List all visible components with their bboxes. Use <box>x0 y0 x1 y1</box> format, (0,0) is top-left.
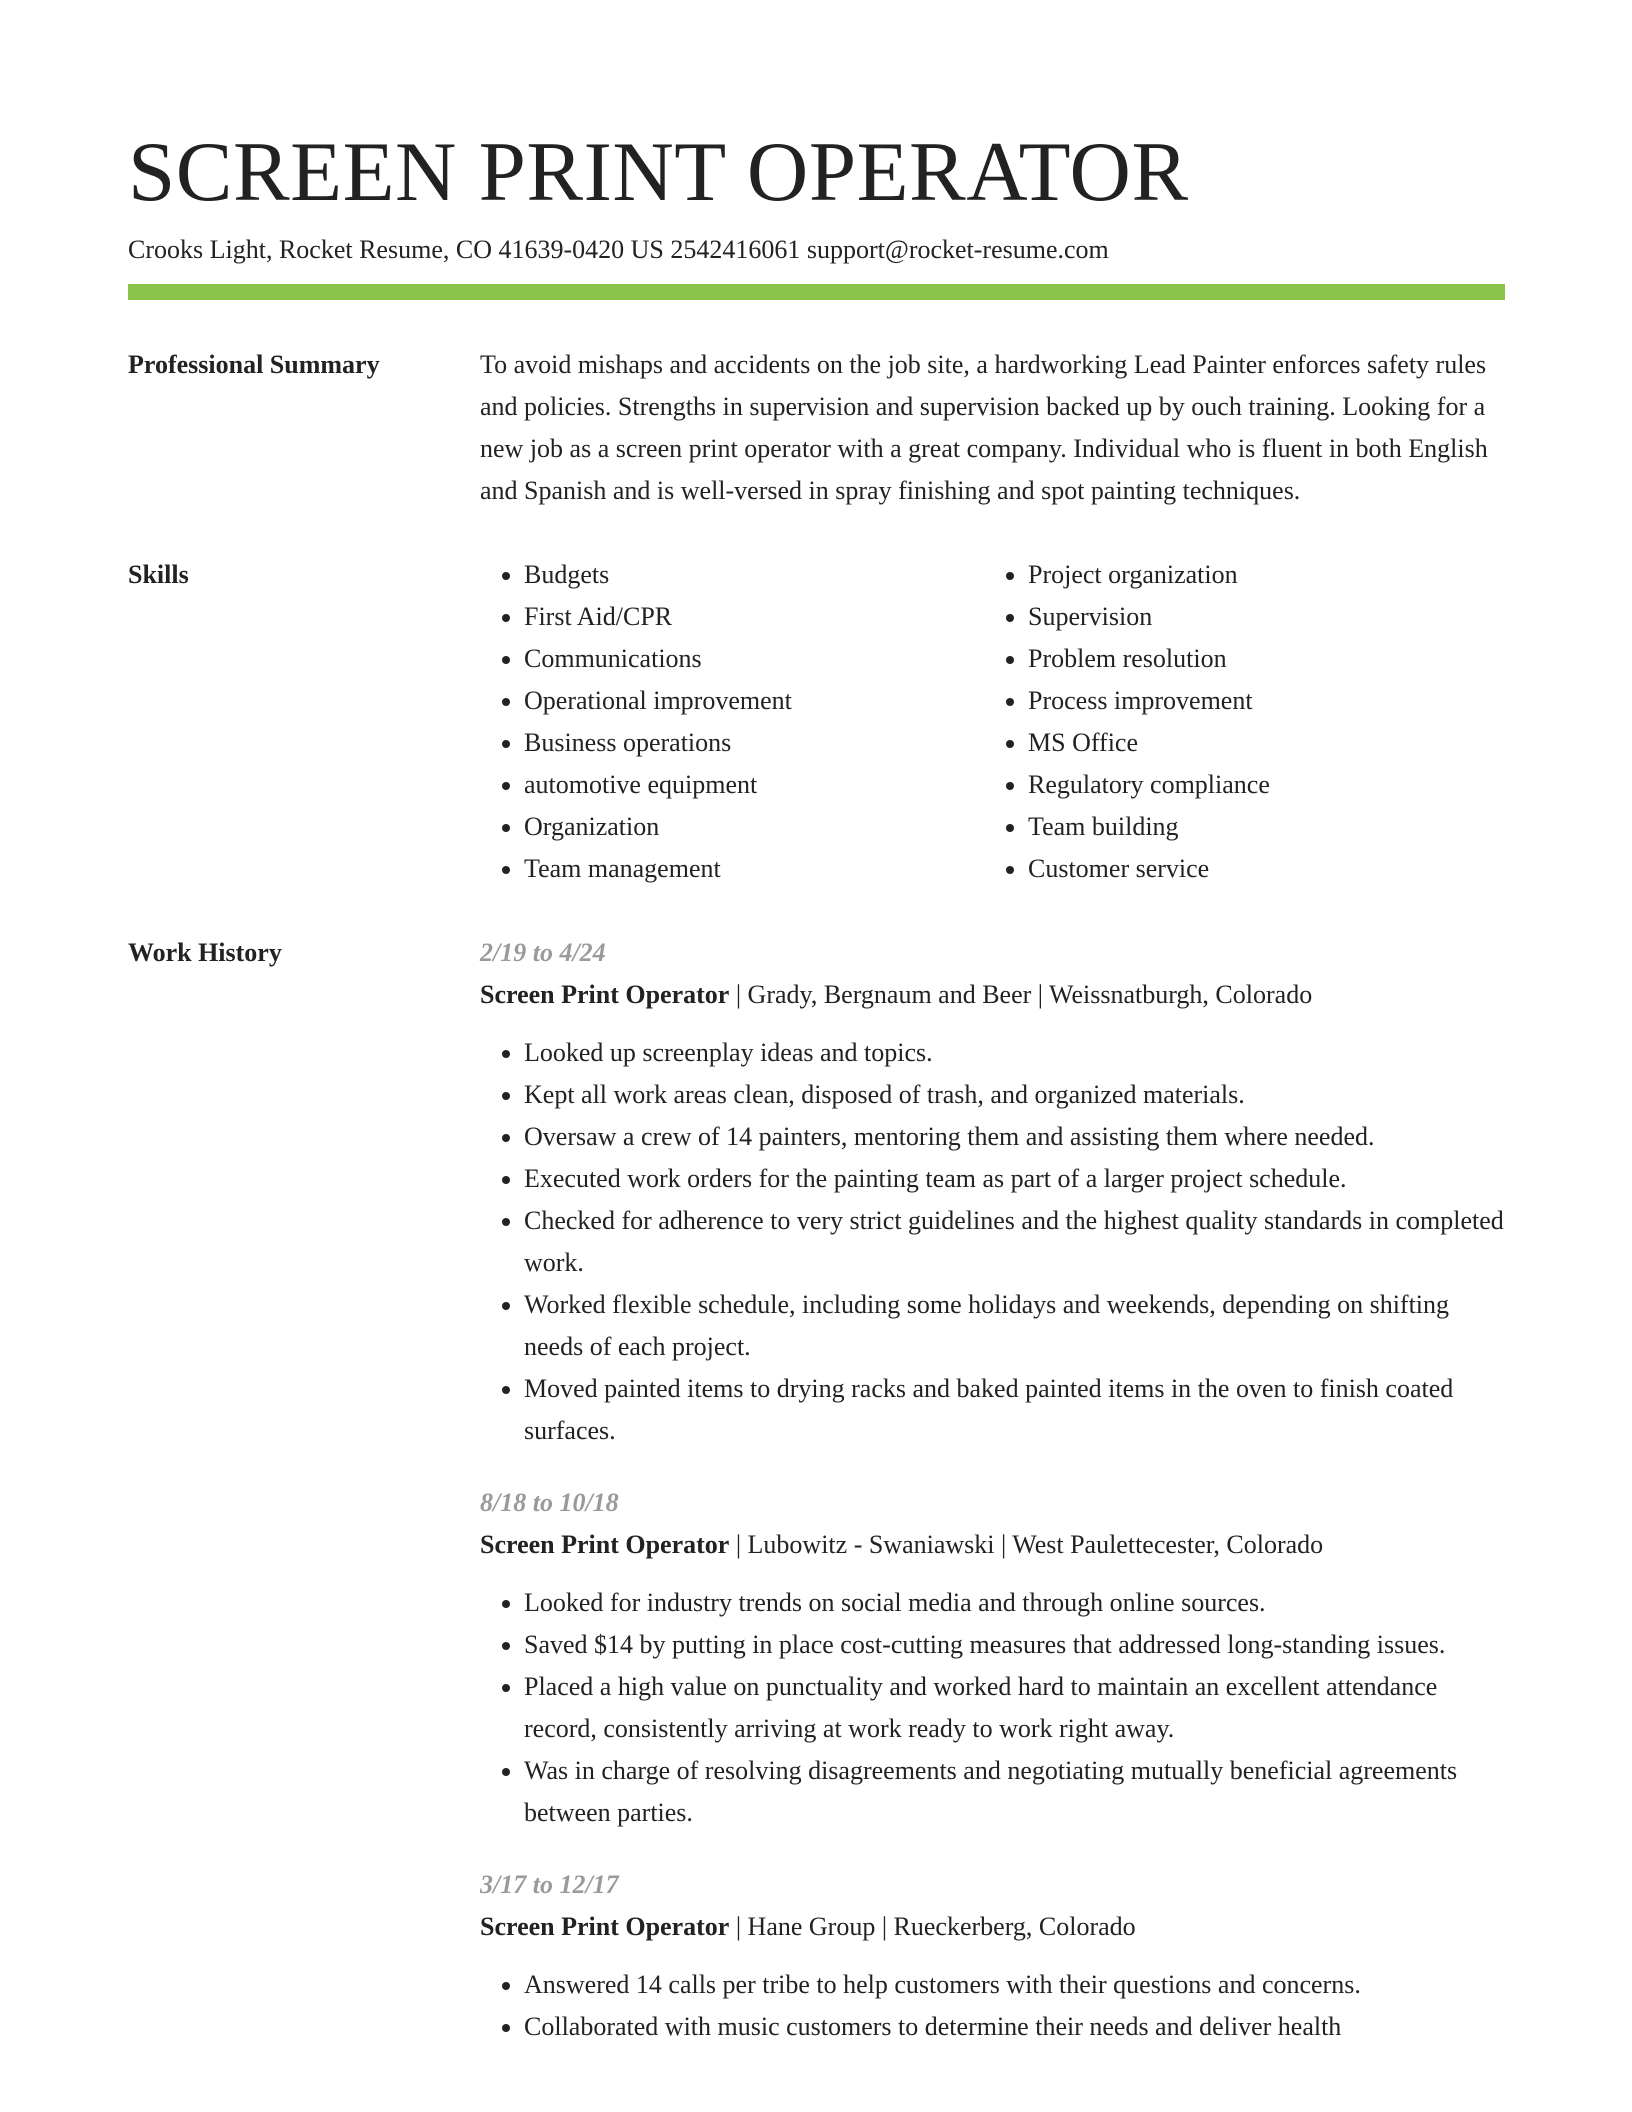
summary-section <box>128 350 1505 512</box>
skill-item: • automotive equipment <box>524 764 984 806</box>
job-duty: • Answered 14 calls per tribe to help customers with their questions and concerns. <box>524 1964 1505 2006</box>
skill-item: • Supervision <box>1028 596 1270 638</box>
job-dates: 2/19 to 4/24 <box>480 938 606 967</box>
skill-item: • Communications <box>524 638 984 680</box>
job-employer-location: | Lubowitz - Swaniawski | West Paulettecester, Colorado <box>729 1530 1324 1559</box>
job-duties <box>480 1964 1505 2048</box>
skills-heading: Skills <box>128 560 189 589</box>
job-heading <box>480 1524 1505 1566</box>
skill-item: • Process improvement <box>1028 680 1270 722</box>
skill-item: • MS Office <box>1028 722 1270 764</box>
job-entry <box>480 1864 1505 2048</box>
summary-heading: Professional Summary <box>128 350 380 379</box>
skill-item: • Project organization <box>1028 554 1270 596</box>
job-duty: • Checked for adherence to very strict guidelines and the highest quality standards in completed work. <box>524 1200 1505 1284</box>
header-divider <box>128 284 1505 300</box>
skill-item: • First Aid/CPR <box>524 596 984 638</box>
job-entry <box>480 1482 1505 1834</box>
job-duty: • Saved $14 by putting in place cost-cutting measures that addressed long-standing issues. <box>524 1624 1505 1666</box>
skill-item: • Operational improvement <box>524 680 984 722</box>
skill-item: • Problem resolution <box>1028 638 1270 680</box>
job-employer-location: | Hane Group | Rueckerberg, Colorado <box>729 1912 1136 1941</box>
job-duty: • Collaborated with music customers to determine their needs and deliver health <box>524 2006 1505 2048</box>
skill-item: • Regulatory compliance <box>1028 764 1270 806</box>
job-employer-location: | Grady, Bergnaum and Beer | Weissnatburgh, Colorado <box>729 980 1313 1009</box>
job-title: Screen Print Operator <box>480 1530 730 1559</box>
skill-item: • Business operations <box>524 722 984 764</box>
skill-item: • Customer service <box>1028 848 1270 890</box>
job-heading <box>480 1906 1505 1948</box>
job-dates: 3/17 to 12/17 <box>480 1870 619 1899</box>
work-history-heading: Work History <box>128 938 282 967</box>
resume-title: SCREEN PRINT OPERATOR <box>128 125 1189 219</box>
work-history-section <box>128 938 1505 2078</box>
job-duty: • Looked for industry trends on social media and through online sources. <box>524 1582 1505 1624</box>
contact-line: Crooks Light, Rocket Resume, CO 41639-0420 US 2542416061 support@rocket-resume.com <box>128 235 1109 264</box>
job-duty: • Looked up screenplay ideas and topics. <box>524 1032 1505 1074</box>
job-title: Screen Print Operator <box>480 980 730 1009</box>
job-heading <box>480 974 1505 1016</box>
skill-item: • Organization <box>524 806 984 848</box>
skill-item: • Team building <box>1028 806 1270 848</box>
skills-column-1 <box>480 554 984 890</box>
skill-item: • Budgets <box>524 554 984 596</box>
skills-column-2 <box>984 554 1270 890</box>
job-duty: • Placed a high value on punctuality and worked hard to maintain an excellent attendance record, consistently arriving at work ready to work right away. <box>524 1666 1505 1750</box>
job-duties <box>480 1582 1505 1834</box>
job-title: Screen Print Operator <box>480 1912 730 1941</box>
skills-list <box>480 554 1505 890</box>
job-duty: • Kept all work areas clean, disposed of trash, and organized materials. <box>524 1074 1505 1116</box>
job-duty: • Executed work orders for the painting team as part of a larger project schedule. <box>524 1158 1505 1200</box>
job-dates: 8/18 to 10/18 <box>480 1488 619 1517</box>
skill-item: • Team management <box>524 848 984 890</box>
job-duty: • Oversaw a crew of 14 painters, mentoring them and assisting them where needed. <box>524 1116 1505 1158</box>
summary-text: To avoid mishaps and accidents on the job site, a hardworking Lead Painter enforces safety rules and policies. Strengths in supervision and supervision backed up by ouch training. Looking for a new job as a screen print operator with a great company. Individual who is fluent in both English and Spanish and is well-versed in spray finishing and spot painting techniques. <box>480 350 1488 505</box>
job-entry <box>480 932 1505 1452</box>
job-duty: • Was in charge of resolving disagreements and negotiating mutually beneficial agreements between parties. <box>524 1750 1505 1834</box>
job-duties <box>480 1032 1505 1452</box>
job-duty: • Moved painted items to drying racks and baked painted items in the oven to finish coated surfaces. <box>524 1368 1505 1452</box>
job-duty: • Worked flexible schedule, including some holidays and weekends, depending on shifting needs of each project. <box>524 1284 1505 1368</box>
work-history-list <box>480 932 1505 2078</box>
skills-section <box>128 560 1505 890</box>
